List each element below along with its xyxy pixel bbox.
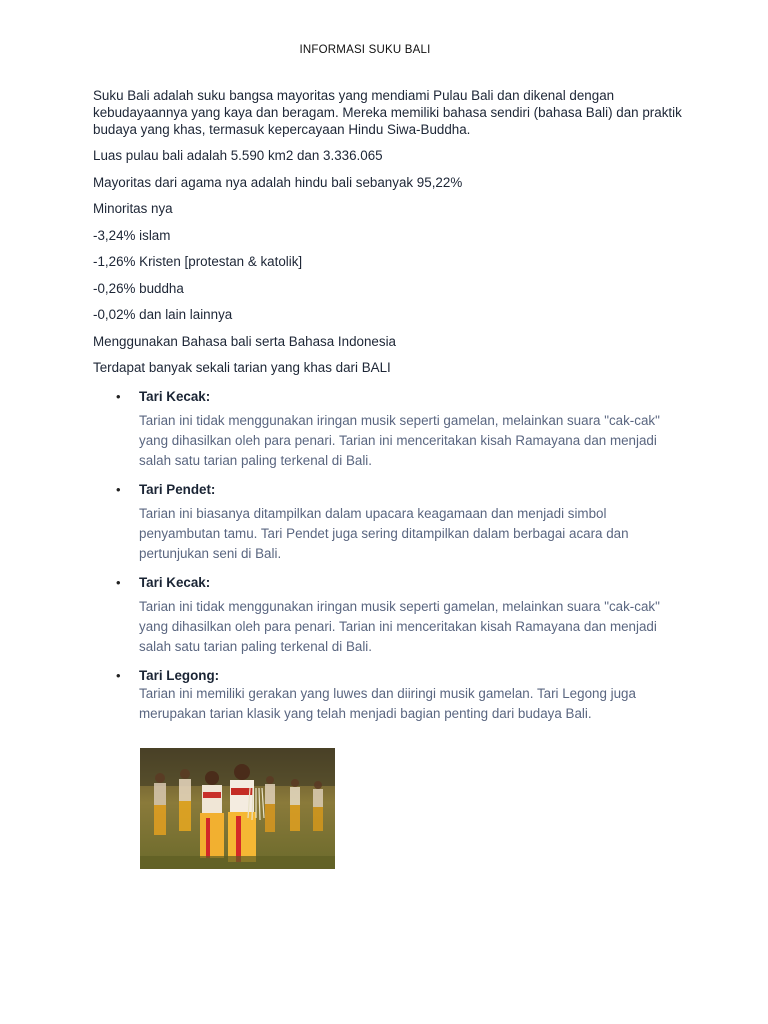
dance-list <box>93 388 683 724</box>
dance-description: Tarian ini biasanya ditampilkan dalam upacara keagamaan dan menjadi simbol penyambutan tamu. Tari Pendet juga sering ditampilkan dalam berbagai acara dan pertunjukan seni di Bali. <box>139 506 629 561</box>
dance-description: Tarian ini tidak menggunakan iringan musik seperti gamelan, melainkan suara "cak-cak" yang dihasilkan oleh para penari. Tarian ini menceritakan kisah Ramayana dan menjadi salah satu tarian paling terkenal di Bali. <box>139 413 660 468</box>
bullet-icon: • <box>116 575 121 590</box>
dance-name: Tari Kecak: <box>139 389 211 404</box>
line-minority-other: -0,02% dan lain lainnya <box>93 307 233 322</box>
dance-description: Tarian ini tidak menggunakan iringan musik seperti gamelan, melainkan suara "cak-cak" yang dihasilkan oleh para penari. Tarian ini menceritakan kisah Ramayana dan menjadi salah satu tarian paling terkenal di Bali. <box>139 599 660 654</box>
list-item <box>93 388 683 471</box>
document-title: INFORMASI SUKU BALI <box>299 44 431 56</box>
bullet-icon: • <box>116 668 121 683</box>
dancers-photo <box>140 748 335 869</box>
dance-name: Tari Legong: <box>139 668 220 683</box>
intro-paragraph: Suku Bali adalah suku bangsa mayoritas yang mendiami Pulau Bali dan dikenal dengan kebudayaannya yang kaya dan beragam. Mereka memiliki bahasa sendiri (bahasa Bali) dan praktik budaya yang khas, termasuk kepercayaan Hindu Siwa-Buddha. <box>93 88 682 137</box>
list-item <box>93 667 683 724</box>
dance-name: Tari Pendet: <box>139 482 216 497</box>
line-minority-heading: Minoritas nya <box>93 201 173 216</box>
line-minority-buddha: -0,26% buddha <box>93 280 184 296</box>
line-majority-religion: Mayoritas dari agama nya adalah hindu bali sebanyak 95,22% <box>93 174 463 190</box>
line-language: Menggunakan Bahasa bali serta Bahasa Indonesia <box>93 333 396 349</box>
dance-description: Tarian ini memiliki gerakan yang luwes dan diiringi musik gamelan. Tari Legong juga merupakan tarian klasik yang telah menjadi bagian penting dari budaya Bali. <box>139 686 636 721</box>
line-island-area: Luas pulau bali adalah 5.590 km2 dan 3.336.065 <box>93 148 383 163</box>
list-item <box>93 574 683 657</box>
dance-name: Tari Kecak: <box>139 575 211 590</box>
line-minority-islam: -3,24% islam <box>93 227 171 243</box>
line-minority-kristen: -1,26% Kristen [protestan & katolik] <box>93 254 303 269</box>
bullet-icon: • <box>116 482 121 497</box>
document-body <box>93 87 683 734</box>
list-item <box>93 481 683 564</box>
dancers-photo-illustration <box>140 748 335 869</box>
line-dances-intro: Terdapat banyak sekali tarian yang khas dari BALI <box>93 360 391 375</box>
bullet-icon: • <box>116 389 121 404</box>
